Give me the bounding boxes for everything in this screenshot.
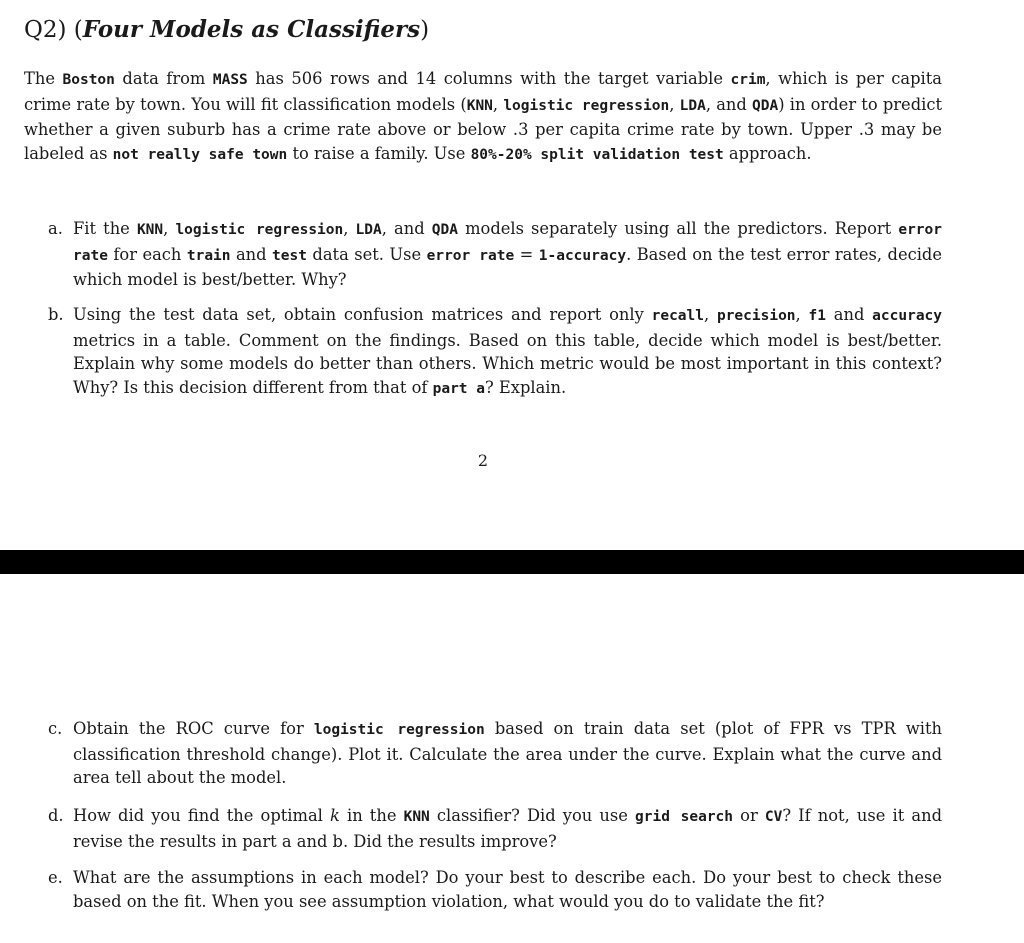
intro-paragraph: The Boston data from MASS has 506 rows and 14 columns with the target variable crim, which is per capita crime rate by town. You will fit classification models (KNN, logistic regression, LDA, and QDA) in order to predict whether a given suburb has a crime rate above or below .3 per capita crime rate by town. Upper .3 may be labeled as not really safe town to raise a family. Use 80%-20% split validation test approach. <box>24 69 942 163</box>
item-label: e. <box>48 868 63 887</box>
item-e <box>48 866 942 913</box>
code-mass: MASS <box>212 72 248 88</box>
item-a <box>48 217 942 292</box>
code-knn: KNN <box>466 97 493 114</box>
page-separator <box>0 550 1024 574</box>
question-number: Q2) <box>24 17 67 43</box>
item-text: How did you find the optimal k in the KNN classifier? Did you use grid search or CV? If not, use it and revise the results in part a and b. Did the results improve? <box>73 806 942 851</box>
code-split: 80%-20% split validation test <box>470 146 724 163</box>
item-label: d. <box>48 806 64 825</box>
item-text: Obtain the ROC curve for logistic regression based on train data set (plot of FPR vs TPR with classification threshold change). Plot it. Calculate the area under the curve. Explain what the curve and area tell about the model. <box>73 719 943 787</box>
question-title-italic: Four Models as Classifiers <box>82 16 421 43</box>
code-logreg: logistic regression <box>503 97 670 114</box>
code-boston: Boston <box>62 72 115 88</box>
code-qda: QDA <box>752 97 779 114</box>
title-close-paren: ) <box>420 17 430 43</box>
item-text: Using the test data set, obtain confusion matrices and report only recall, precision, f1 and accuracy metrics in a table. Comment on the findings. Based on this table, decide which model is best/better. Explain why some models do better than others. Which metric would be most important in this context? Why? Is this decision different from that of part a? Explain. <box>73 305 943 397</box>
item-c <box>48 717 942 790</box>
title-open-paren: ( <box>73 17 83 43</box>
item-text: Fit the KNN, logistic regression, LDA, and QDA models separately using all the predictors. Report error rate for each train and test data set. Use error rate = 1-accuracy. Based on the test error rates, decide which model is best/better. Why? <box>73 219 942 289</box>
item-label: c. <box>48 719 63 738</box>
item-label: b. <box>48 305 64 324</box>
item-d <box>48 804 942 853</box>
item-b <box>48 303 942 401</box>
question-title <box>24 14 429 46</box>
item-label: a. <box>48 219 63 238</box>
code-unsafe-label: not really safe town <box>112 146 288 163</box>
page-number: 2 <box>477 451 489 470</box>
item-text: What are the assumptions in each model? Do your best to describe each. Do your best to check these based on the fit. When you see assumption violation, what would you do to validate the fit? <box>73 868 942 911</box>
code-lda: LDA <box>679 97 706 114</box>
code-crim: crim <box>730 72 766 88</box>
